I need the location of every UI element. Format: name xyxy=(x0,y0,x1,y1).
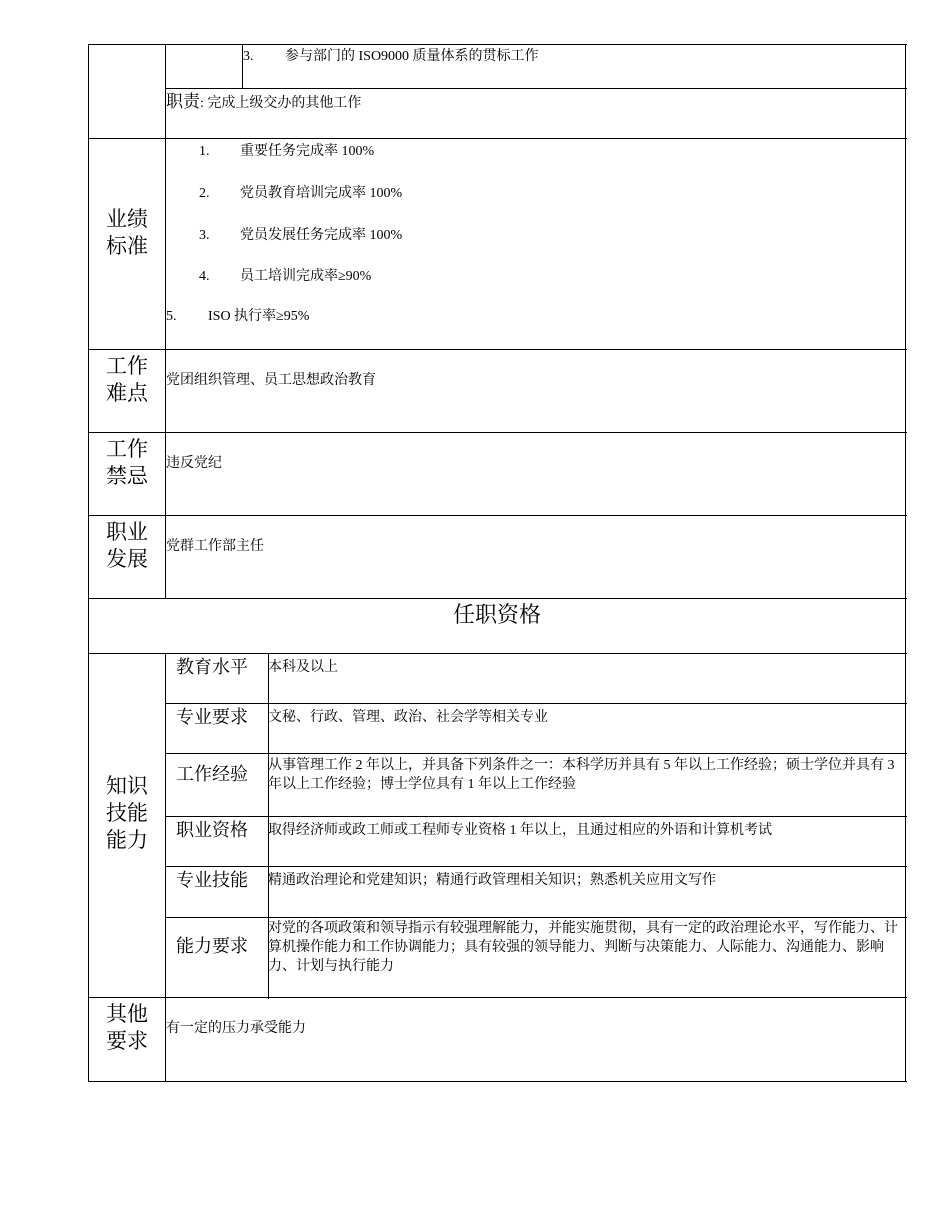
performance-item-number: 4. xyxy=(199,269,210,284)
table-border-right xyxy=(905,44,906,1082)
performance-item-text: 重要任务完成率 100% xyxy=(240,144,375,159)
table-border-bottom xyxy=(88,1081,907,1082)
other-label: 其他 要求 xyxy=(106,1002,148,1053)
row-divider xyxy=(88,653,907,654)
row-divider xyxy=(165,917,907,918)
label-column-divider xyxy=(165,654,166,1082)
row-divider xyxy=(88,598,907,599)
skills-label: 专业技能 xyxy=(176,870,248,891)
difficulty-text: 党团组织管理、员工思想政治教育 xyxy=(166,373,376,388)
ability-text: 对党的各项政策和领导指示有较强理解能力，并能实施贯彻，具有一定的政治理论水平，写作能力、计算机操作能力和工作协调能力；具有较强的领导能力、判断与决策能力、人际能力、沟通能力、影响力、计划与执行能力 xyxy=(268,921,898,974)
education-label: 教育水平 xyxy=(176,657,248,678)
performance-item-text: ISO 执行率≥95% xyxy=(208,309,310,324)
taboo-label: 工作 禁忌 xyxy=(106,437,148,488)
major-label: 专业要求 xyxy=(176,707,248,728)
taboo-text: 违反党纪 xyxy=(166,456,222,471)
row-divider xyxy=(88,515,907,516)
row-divider xyxy=(88,349,907,350)
career-label: 职业 发展 xyxy=(106,520,148,571)
performance-item-number: 3. xyxy=(199,228,210,243)
performance-item-number: 2. xyxy=(199,186,210,201)
row-divider xyxy=(88,997,907,998)
performance-item-text: 员工培训完成率≥90% xyxy=(240,269,372,284)
performance-item-number: 1. xyxy=(199,144,210,159)
performance-item-text: 党员发展任务完成率 100% xyxy=(240,228,403,243)
duty-item-number: 3. xyxy=(243,49,254,64)
duty-text: : 完成上级交办的其他工作 xyxy=(200,96,362,111)
other-text: 有一定的压力承受能力 xyxy=(166,1021,306,1036)
knowledge-label: 知识 技能 能力 xyxy=(106,774,148,852)
ability-label: 能力要求 xyxy=(176,936,248,957)
major-text: 文秘、行政、管理、政治、社会学等相关专业 xyxy=(268,710,548,725)
performance-item-number: 5. xyxy=(166,309,177,324)
experience-label: 工作经验 xyxy=(176,764,248,785)
row-divider xyxy=(165,703,907,704)
row-divider xyxy=(88,432,907,433)
career-text: 党群工作部主任 xyxy=(166,539,264,554)
performance-label: 业绩 标准 xyxy=(106,207,148,258)
skills-text: 精通政治理论和党建知识；精通行政管理相关知识；熟悉机关应用文写作 xyxy=(268,873,716,888)
duty-row xyxy=(166,93,361,113)
duty-item-text: 参与部门的 ISO9000 质量体系的贯标工作 xyxy=(285,49,539,64)
difficulty-label: 工作 难点 xyxy=(106,354,148,405)
certification-text: 取得经济师或政工师或工程师专业资格 1 年以上，且通过相应的外语和计算机考试 xyxy=(268,823,772,838)
qualification-title: 任职资格 xyxy=(452,603,541,628)
row-divider xyxy=(165,866,907,867)
experience-text: 从事管理工作 2 年以上，并具备下列条件之一：本科学历并具有 5 年以上工作经验；硕士学位并具有 3 年以上工作经验；博士学位具有 1 年以上工作经验 xyxy=(268,758,895,792)
row-divider xyxy=(165,753,907,754)
performance-item-text: 党员教育培训完成率 100% xyxy=(240,186,403,201)
education-text: 本科及以上 xyxy=(268,660,338,675)
certification-label: 职业资格 xyxy=(176,820,248,841)
row-divider xyxy=(88,138,907,139)
row-divider xyxy=(165,88,907,89)
row-divider xyxy=(165,816,907,817)
table-border-top xyxy=(88,44,907,45)
duty-label: 职责 xyxy=(166,92,200,112)
